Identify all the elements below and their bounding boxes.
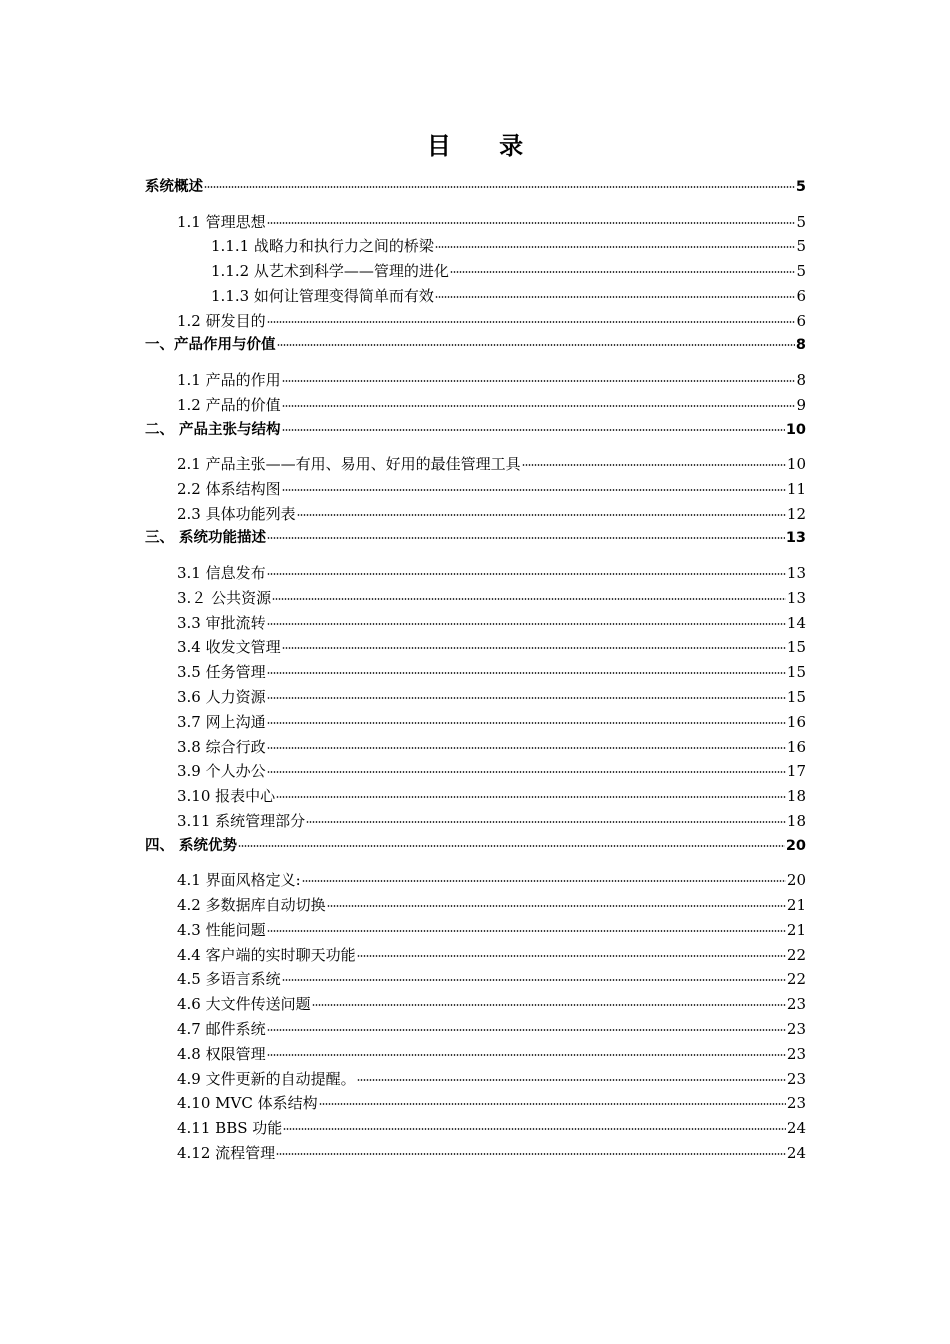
toc-dot-leader (319, 1103, 786, 1105)
toc-entry[interactable] (145, 685, 806, 710)
toc-page-number: 6 (796, 286, 806, 305)
toc-dot-leader (267, 623, 786, 625)
toc-entry[interactable] (145, 452, 806, 477)
toc-entry[interactable] (145, 1141, 806, 1166)
toc-page-number: 8 (795, 337, 806, 354)
toc-dot-leader (297, 514, 786, 516)
toc-page-number: 17 (786, 762, 806, 781)
toc-entry-text: 2.3 具体功能列表 (177, 504, 296, 523)
toc-entry[interactable] (145, 477, 806, 502)
toc-entry[interactable] (145, 635, 806, 660)
toc-entry-text: 1.1 产品的作用 (177, 370, 281, 389)
toc-entry[interactable] (145, 1017, 806, 1042)
toc-dot-leader (450, 271, 796, 273)
toc-page-number: 22 (786, 945, 806, 964)
toc-entry-text: 二、 产品主张与结构 (145, 421, 281, 438)
toc-dot-leader (357, 955, 786, 957)
toc-entry-text: 3.9 个人办公 (177, 762, 266, 781)
toc-entry[interactable] (145, 868, 806, 893)
toc-entry[interactable] (145, 259, 806, 284)
toc-entry-text: 1.1.3 如何让管理变得简单而有效 (211, 286, 434, 305)
toc-entry-text: 1.2 研发目的 (177, 311, 266, 330)
toc-page-number: 5 (796, 212, 806, 231)
toc-entry[interactable] (145, 918, 806, 943)
toc-entry-text: 4.5 多语言系统 (177, 970, 281, 989)
toc-entry-text: 4.1 界面风格定义: (177, 871, 301, 890)
toc-entry-text: 3.3 审批流转 (177, 613, 266, 632)
toc-page-number: 21 (786, 896, 806, 915)
toc-page-number: 24 (786, 1119, 806, 1138)
toc-page-number: 23 (786, 1020, 806, 1039)
toc-dot-leader (302, 880, 786, 882)
toc-dot-leader (267, 930, 786, 932)
toc-entry[interactable] (145, 809, 806, 834)
toc-page-number: 21 (786, 920, 806, 939)
toc-entry[interactable] (145, 834, 806, 869)
toc-entry[interactable] (145, 561, 806, 586)
toc-page-number: 11 (786, 479, 806, 498)
toc-dot-leader (282, 647, 786, 649)
toc-page-number: 22 (786, 970, 806, 989)
toc-entry-text: 4.7 邮件系统 (177, 1020, 266, 1039)
toc-page-number: 5 (795, 179, 806, 195)
toc-page-number: 13 (786, 563, 806, 582)
toc-dot-leader (272, 598, 786, 600)
toc-dot-leader (306, 821, 786, 823)
toc-dot-leader (357, 1079, 786, 1081)
toc-entry[interactable] (145, 309, 806, 334)
toc-page-number: 5 (796, 237, 806, 256)
toc-page-number: 6 (796, 311, 806, 330)
toc-page-number: 23 (786, 1044, 806, 1063)
toc-page-number: 20 (786, 871, 806, 890)
toc-entry[interactable] (145, 502, 806, 527)
toc-entry[interactable] (145, 992, 806, 1017)
toc-entry[interactable] (145, 418, 806, 453)
toc-entry[interactable] (145, 368, 806, 393)
toc-dot-leader (267, 537, 785, 539)
toc-entry-text: 4.8 权限管理 (177, 1044, 266, 1063)
toc-entry[interactable] (145, 586, 806, 611)
toc-entry-text: 3.6 人力资源 (177, 687, 266, 706)
toc-dot-leader (267, 722, 786, 724)
toc-entry[interactable] (145, 1042, 806, 1067)
toc-entry-text: 4.10 MVC 体系结构 (177, 1094, 318, 1113)
toc-dot-leader (282, 979, 786, 981)
toc-entry[interactable] (145, 784, 806, 809)
toc-page-number: 13 (785, 530, 806, 547)
toc-page-number: 23 (786, 1069, 806, 1088)
toc-entry-text: 4.3 性能问题 (177, 920, 266, 939)
toc-entry[interactable] (145, 333, 806, 368)
toc-entry-text: 3.8 综合行政 (177, 737, 266, 756)
toc-entry[interactable] (145, 967, 806, 992)
toc-entry-text: 3.5 任务管理 (177, 663, 266, 682)
toc-dot-leader (282, 489, 786, 491)
toc-page-number: 15 (786, 638, 806, 657)
toc-entry[interactable] (145, 893, 806, 918)
toc-page-number: 9 (796, 395, 806, 414)
toc-dot-leader (267, 672, 786, 674)
toc-entry-text: 4.4 客户端的实时聊天功能 (177, 945, 356, 964)
toc-dot-leader (276, 1153, 786, 1155)
toc-dot-leader (277, 344, 795, 346)
toc-entry-text: 3.２ 公共资源 (177, 588, 272, 607)
toc-dot-leader (283, 1128, 786, 1130)
toc-entry-text: 2.2 体系结构图 (177, 479, 281, 498)
toc-page-number: 16 (786, 712, 806, 731)
toc-dot-leader (204, 186, 795, 188)
toc-dot-leader (267, 771, 786, 773)
toc-entry[interactable] (145, 759, 806, 784)
toc-dot-leader (522, 464, 786, 466)
toc-entry-text: 三、 系统功能描述 (145, 530, 267, 547)
toc-entry-text: 3.7 网上沟通 (177, 712, 266, 731)
toc-entry[interactable] (145, 234, 806, 259)
toc-dot-leader (282, 405, 796, 407)
toc-entry[interactable] (145, 660, 806, 685)
toc-page-number: 24 (786, 1144, 806, 1162)
toc-dot-leader (267, 1029, 786, 1031)
toc-dot-leader (267, 321, 796, 323)
toc-page-number: 14 (786, 613, 806, 632)
toc-page-number: 10 (785, 421, 806, 438)
toc-entry[interactable] (145, 175, 806, 210)
toc-page-number: 12 (786, 504, 806, 523)
toc-entry-text: 3.4 收发文管理 (177, 638, 281, 657)
toc-entry[interactable] (145, 1067, 806, 1092)
toc-dot-leader (312, 1004, 786, 1006)
toc-entry[interactable] (145, 611, 806, 636)
toc-entry-text: 一、产品作用与价值 (145, 337, 276, 354)
toc-entry-text: 2.1 产品主张——有用、易用、好用的最佳管理工具 (177, 455, 521, 474)
toc-entry-text: 4.11 BBS 功能 (177, 1119, 283, 1138)
toc-entry[interactable] (145, 943, 806, 968)
toc-entry[interactable] (145, 284, 806, 309)
toc-entry[interactable] (145, 735, 806, 760)
toc-entry-text: 3.10 报表中心 (177, 787, 276, 806)
toc-entry[interactable] (145, 210, 806, 235)
toc-page-number: 16 (786, 737, 806, 756)
toc-dot-leader (267, 747, 786, 749)
toc-entry-text: 4.6 大文件传送问题 (177, 995, 311, 1014)
toc-dot-leader (267, 1054, 786, 1056)
toc-entry-text: 1.2 产品的价值 (177, 395, 281, 414)
toc-entry[interactable] (145, 1116, 806, 1141)
toc-entry-text: 系统概述 (145, 179, 203, 195)
toc-list (145, 175, 806, 1166)
toc-dot-leader (435, 246, 796, 248)
toc-dot-leader (267, 697, 786, 699)
toc-entry-text: 1.1 管理思想 (177, 212, 266, 231)
toc-entry[interactable] (145, 1091, 806, 1116)
toc-dot-leader (238, 845, 785, 847)
toc-dot-leader (435, 296, 796, 298)
toc-dot-leader (276, 796, 786, 798)
toc-page-number: 15 (786, 687, 806, 706)
toc-entry[interactable] (145, 393, 806, 418)
toc-page-number: 10 (786, 455, 806, 474)
toc-dot-leader (282, 429, 785, 431)
toc-page-number: 15 (786, 663, 806, 682)
toc-entry[interactable] (145, 710, 806, 735)
toc-entry-text: 4.9 文件更新的自动提醒。 (177, 1069, 356, 1088)
toc-dot-leader (282, 380, 796, 382)
toc-title: 目 录 (426, 132, 544, 160)
toc-page-number: 8 (796, 370, 806, 389)
toc-page-number: 23 (786, 995, 806, 1014)
toc-entry-text: 4.12 流程管理 (177, 1144, 276, 1162)
toc-dot-leader (267, 573, 786, 575)
toc-entry-text: 1.1.1 战略力和执行力之间的桥梁 (211, 237, 434, 256)
toc-dot-leader (267, 222, 796, 224)
toc-page-number: 13 (786, 588, 806, 607)
toc-page-number: 20 (785, 837, 806, 854)
toc-entry[interactable] (145, 526, 806, 561)
toc-dot-leader (327, 905, 786, 907)
toc-page-number: 18 (786, 787, 806, 806)
toc-page-number: 18 (786, 811, 806, 830)
toc-entry-text: 4.2 多数据库自动切换 (177, 896, 326, 915)
toc-page-number: 23 (786, 1094, 806, 1113)
toc-entry-text: 四、 系统优势 (145, 837, 238, 854)
toc-entry-text: 3.11 系统管理部分 (177, 811, 306, 830)
toc-page-number: 5 (796, 262, 806, 281)
toc-entry-text: 1.1.2 从艺术到科学——管理的进化 (211, 262, 449, 281)
toc-entry-text: 3.1 信息发布 (177, 563, 266, 582)
